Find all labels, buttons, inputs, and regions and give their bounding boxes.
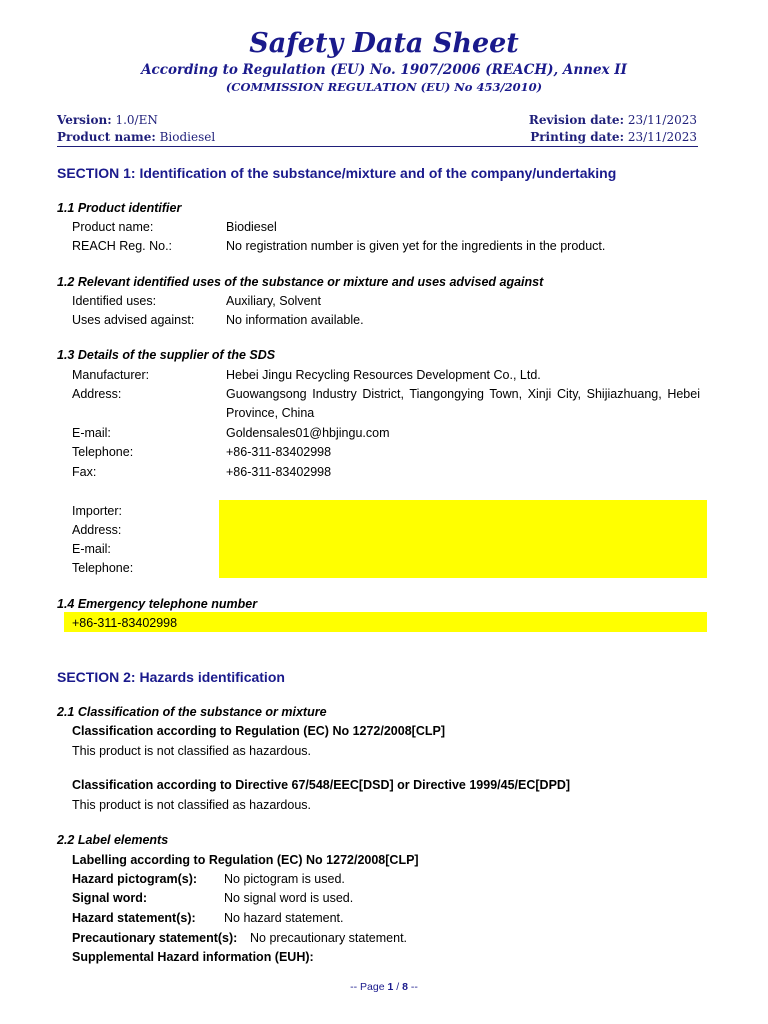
footer-page-number: 1 [387,981,394,993]
precautionary-statement-value: No precautionary statement. [250,931,408,945]
importer-highlight-block [219,500,707,578]
product-name-header-label: Product name: [57,130,156,144]
hazard-statement-value: No hazard statement. [224,911,344,925]
fax-value: +86-311-83402998 [226,465,332,479]
subsection-2-1-title: 2.1 Classification of the substance or mixture [57,705,327,719]
dsd-classification-heading: Classification according to Directive 67/548/EEC[DSD] or Directive 1999/45/EC[DPD] [72,778,571,792]
product-name-value: Biodiesel [226,220,277,234]
subsection-1-1-title: 1.1 Product identifier [57,201,182,215]
product-name-line [57,129,215,145]
version-value: 1.0/EN [115,113,158,127]
revision-date-label: Revision date: [528,113,624,127]
subsection-1-2-title: 1.2 Relevant identified uses of the substance or mixture and uses advised against [57,275,544,289]
importer-email-label: E-mail: [72,542,111,556]
document-subtitle-commission: (COMMISSION REGULATION (EU) No 453/2010) [225,80,543,94]
reach-reg-label: REACH Reg. No.: [72,239,173,253]
reach-reg-value: No registration number is given yet for the ingredients in the product. [226,239,606,253]
importer-label: Importer: [72,504,123,518]
product-name-header-value: Biodiesel [159,130,216,144]
section-1-heading: SECTION 1: Identification of the substance/mixture and of the company/undertaking [57,165,617,181]
hazard-pictogram-value: No pictogram is used. [224,872,345,886]
subsection-1-3-title: 1.3 Details of the supplier of the SDS [57,348,276,362]
email-value: Goldensales01@hbjingu.com [226,426,390,440]
emergency-number-value: +86-311-83402998 [72,616,178,630]
subsection-2-2-title: 2.2 Label elements [57,833,169,847]
version-line [57,112,158,128]
fax-label: Fax: [72,465,97,479]
address-value: Guowangsong Industry District, Tiangongying Town, Xinji City, Shijiazhuang, Hebei Province, China [226,387,700,420]
telephone-label: Telephone: [72,445,134,459]
labelling-heading: Labelling according to Regulation (EC) No 1272/2008[CLP] [72,853,419,867]
document-subtitle: According to Regulation (EU) No. 1907/2006 (REACH), Annex II [141,62,627,78]
uses-advised-against-value: No information available. [226,313,364,327]
revision-date-line [529,112,697,128]
printing-date-value: 23/11/2023 [627,130,697,144]
footer-separator: / [393,981,403,993]
manufacturer-label: Manufacturer: [72,368,150,382]
page-footer [0,980,768,994]
footer-page-total: 8 [402,981,408,993]
dsd-classification-text: This product is not classified as hazardous. [72,798,312,812]
manufacturer-value: Hebei Jingu Recycling Resources Development Co., Ltd. [226,368,541,382]
identified-uses-label: Identified uses: [72,294,157,308]
telephone-value: +86-311-83402998 [226,445,332,459]
subsection-1-4-title: 1.4 Emergency telephone number [57,597,258,611]
product-name-label: Product name: [72,220,154,234]
importer-telephone-label: Telephone: [72,561,134,575]
uses-advised-against-label: Uses advised against: [72,313,195,327]
supplemental-hazard-label: Supplemental Hazard information (EUH): [72,950,314,964]
footer-prefix: -- Page [350,981,388,993]
printing-date-label: Printing date: [530,130,624,144]
printing-date-line [530,129,697,145]
identified-uses-value: Auxiliary, Solvent [226,294,321,308]
clp-classification-heading: Classification according to Regulation (EC) No 1272/2008[CLP] [72,724,445,738]
version-label: Version: [57,113,112,127]
address-label: Address: [72,387,122,401]
hazard-statement-label: Hazard statement(s): [72,911,196,925]
hazard-pictogram-label: Hazard pictogram(s): [72,872,198,886]
clp-classification-text: This product is not classified as hazardous. [72,744,312,758]
header-divider [57,146,698,147]
precautionary-statement-label: Precautionary statement(s): [72,931,238,945]
section-2-heading: SECTION 2: Hazards identification [57,669,285,685]
footer-suffix: -- [407,981,418,993]
signal-word-value: No signal word is used. [224,891,354,905]
importer-address-label: Address: [72,523,122,537]
revision-date-value: 23/11/2023 [627,113,697,127]
signal-word-label: Signal word: [72,891,147,905]
email-label: E-mail: [72,426,111,440]
document-title: Safety Data Sheet [249,28,519,59]
